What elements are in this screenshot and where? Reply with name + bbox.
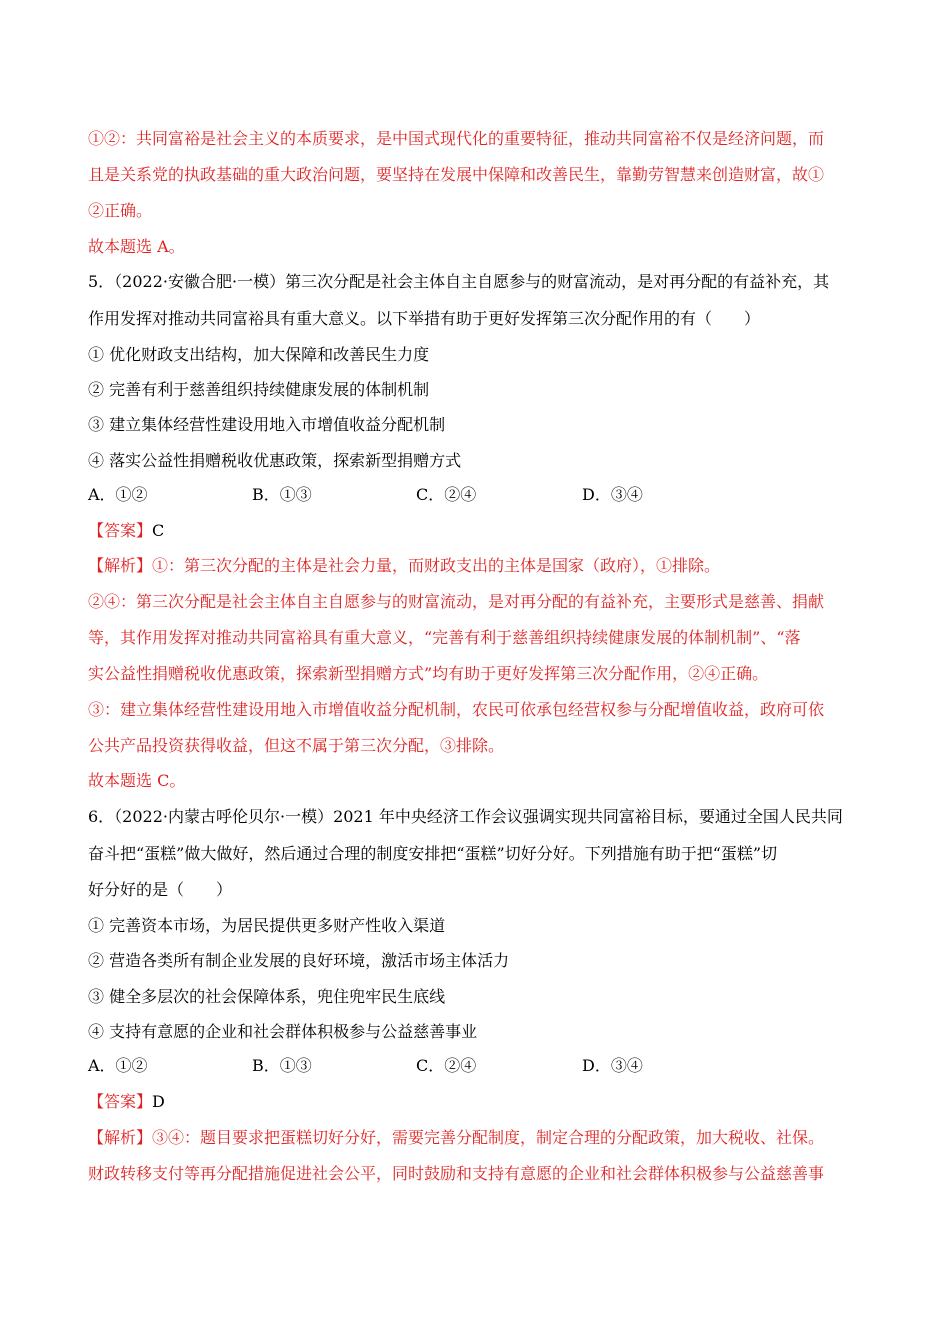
q5-option-b: B．①③	[252, 485, 312, 504]
prev-explanation-line-3: ②正确。	[88, 201, 153, 220]
q5-answer-value: C	[152, 521, 165, 540]
q6-answer-value: D	[152, 1092, 165, 1111]
q6-option-d: D．③④	[582, 1056, 643, 1075]
q5-analysis-label: 【解析】	[88, 556, 153, 575]
q6-option-c: C．②④	[416, 1056, 477, 1075]
q6-option-b: B．①③	[252, 1056, 312, 1075]
q5-item-1: ① 优化财政支出结构，加大保障和改善民生力度	[88, 345, 430, 364]
q6-item-4: ④ 支持有意愿的企业和社会群体积极参与公益慈善事业	[88, 1022, 478, 1041]
q5-stem-line-2: 作用发挥对推动共同富裕具有重大意义。以下举措有助于更好发挥第三次分配作用的有（ ）	[88, 309, 761, 328]
q6-stem-line-2: 奋斗把“蛋糕”做大做好，然后通过合理的制度安排把“蛋糕”切好分好。下列措施有助于把“蛋糕”切	[88, 844, 778, 863]
q6-option-a: A．①②	[88, 1056, 148, 1075]
q5-option-a: A．①②	[88, 485, 148, 504]
prev-conclusion: 故本题选 A。	[88, 237, 185, 256]
q5-stem-line-1: 5．（2022·安徽合肥·一模）第三次分配是社会主体自主自愿参与的财富流动，是对再分配的有益补充，其	[88, 272, 830, 291]
q5-conclusion: 故本题选 C。	[88, 771, 186, 790]
q5-option-d: D．③④	[582, 485, 643, 504]
q5-answer	[88, 521, 164, 541]
q5-analysis-line-2: ②④：第三次分配是社会主体自主自愿参与的财富流动，是对再分配的有益补充，主要形式是慈善、捐献	[88, 592, 825, 611]
prev-explanation-line-1: ①②：共同富裕是社会主义的本质要求，是中国式现代化的重要特征，推动共同富裕不仅是经济问题，而	[88, 129, 825, 148]
q5-analysis-line-4: 实公益性捐赠税收优惠政策，探索新型捐赠方式”均有助于更好发挥第三次分配作用，②④正确。	[88, 664, 769, 683]
q5-analysis-line-5: ③：建立集体经营性建设用地入市增值收益分配机制，农民可依承包经营权参与分配增值收益，政府可依	[88, 700, 825, 719]
q5-analysis-line-6: 公共产品投资获得收益，但这不属于第三次分配，③排除。	[88, 736, 505, 755]
q5-answer-label: 【答案】	[88, 521, 153, 540]
q6-stem-line-1: 6．（2022·内蒙古呼伦贝尔·一模）2021 年中央经济工作会议强调实现共同富裕目标，要通过全国人民共同	[88, 807, 843, 826]
prev-explanation-line-2: 且是关系党的执政基础的重大政治问题，要坚持在发展中保障和改善民生，靠勤劳智慧来创造财富，故①	[88, 165, 825, 184]
q6-item-2: ② 营造各类所有制企业发展的良好环境，激活市场主体活力	[88, 951, 510, 970]
q6-item-1: ① 完善资本市场，为居民提供更多财产性收入渠道	[88, 916, 446, 935]
q6-answer	[88, 1092, 165, 1112]
q5-item-4: ④ 落实公益性捐赠税收优惠政策，探索新型捐赠方式	[88, 451, 462, 470]
q6-answer-label: 【答案】	[88, 1092, 153, 1111]
q6-analysis-line-1	[88, 1128, 824, 1148]
q5-item-2: ② 完善有利于慈善组织持续健康发展的体制机制	[88, 380, 430, 399]
q5-analysis-text-1: ①：第三次分配的主体是社会力量，而财政支出的主体是国家（政府），①排除。	[152, 556, 721, 575]
q6-analysis-text-1: ③④：题目要求把蛋糕切好分好，需要完善分配制度，制定合理的分配政策，加大税收、社保。	[152, 1128, 825, 1147]
q5-analysis-line-1	[88, 556, 720, 576]
q5-option-c: C．②④	[416, 485, 477, 504]
q6-analysis-label: 【解析】	[88, 1128, 153, 1147]
q5-item-3: ③ 建立集体经营性建设用地入市增值收益分配机制	[88, 415, 446, 434]
q6-item-3: ③ 健全多层次的社会保障体系，兜住兜牢民生底线	[88, 987, 446, 1006]
q6-analysis-line-2: 财政转移支付等再分配措施促进社会公平，同时鼓励和支持有意愿的企业和社会群体积极参与公益慈善事	[88, 1164, 825, 1183]
q6-stem-line-3: 好分好的是（ ）	[88, 880, 233, 899]
q5-analysis-line-3: 等，其作用发挥对推动共同富裕具有重大意义，“完善有利于慈善组织持续健康发展的体制机制”、“落	[88, 628, 801, 647]
